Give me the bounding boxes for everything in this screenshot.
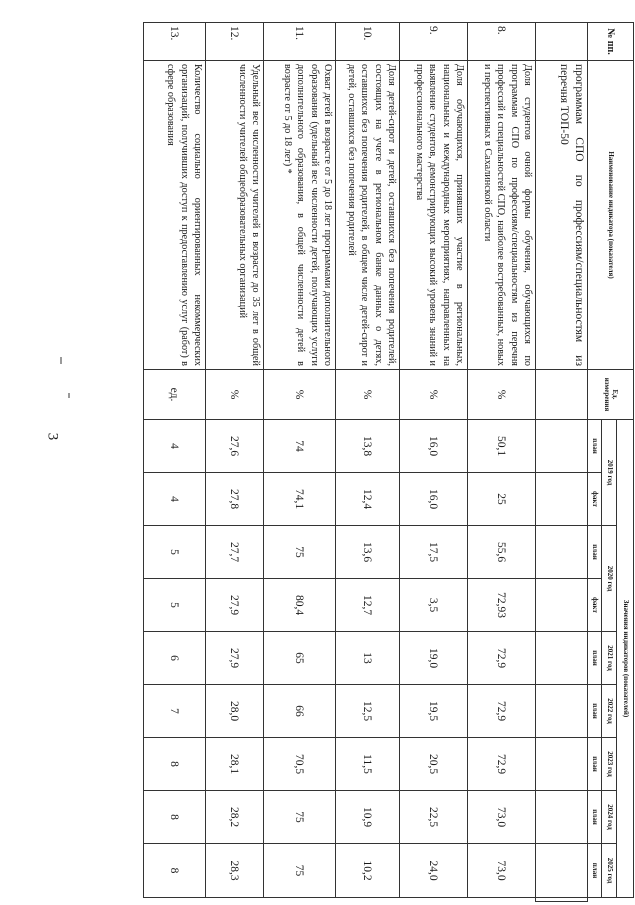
indicators-table [143, 22, 634, 902]
value-cell: 5 [144, 579, 206, 632]
table-row [264, 23, 336, 902]
unit-cell: % [264, 370, 336, 420]
sub-header-plan: план [588, 420, 602, 473]
col-header-num: № пп. [588, 23, 634, 61]
continuation-text: программам СПО по профессиям/специальностям из перечня ТОП-50 [536, 61, 588, 370]
value-cell: 13,8 [336, 420, 400, 473]
page-number: 3 [44, 432, 61, 441]
table-row [400, 23, 468, 902]
value-cell: 13,6 [336, 526, 400, 579]
value-cell: 4 [144, 473, 206, 526]
value-cell: 12,7 [336, 579, 400, 632]
value-cell: 12,5 [336, 685, 400, 738]
value-cell: 19,0 [400, 632, 468, 685]
table-row [206, 23, 264, 902]
sub-header-plan: план [588, 738, 602, 791]
value-cell: 28,1 [206, 738, 264, 791]
rotated-page [159, 22, 634, 902]
row-number: 9. [400, 23, 468, 61]
value-cell: 17,5 [400, 526, 468, 579]
continuation-num [536, 23, 588, 61]
value-cell: 72,9 [468, 632, 536, 685]
value-cell: 6 [144, 632, 206, 685]
year-2019: 2019 год [602, 420, 617, 526]
indicator-name: Доля обучающихся, принявших участие в региональных, национальных и международных мероприятиях, направленных на выявление студентов, демонстрирующих высокий уровень знаний и профессионального мастерства [400, 61, 468, 370]
indicator-name: Охват детей в возрасте от 5 до 18 лет программами дополнительного образования (удельный вес численности детей, получающих услуги дополнительного образования, в общей численности детей в возрасте от 5 до 18 лет) * [264, 61, 336, 370]
indicator-name: Удельный вес численности учителей в возрасте до 35 лет в общей численности учителей общеобразовательных организаций [206, 61, 264, 370]
value-cell: 11,5 [336, 738, 400, 791]
value-cell: 73,0 [468, 844, 536, 898]
col-header-name: Наименование индикатора (показателя) [588, 61, 634, 370]
sub-header-plan: план [588, 685, 602, 738]
value-cell: 80,4 [264, 579, 336, 632]
unit-cell: % [468, 370, 536, 420]
col-header-unit: Ед. измерения [588, 370, 634, 420]
indicator-name: Количество социально ориентированных некоммерческих организаций, получивших доступ к предоставлению услуг (работ) в сфере образования [144, 61, 206, 370]
sub-header-fact: факт [588, 473, 602, 526]
value-cell: 19,5 [400, 685, 468, 738]
year-2025: 2025 год [602, 844, 617, 898]
value-cell: 12,4 [336, 473, 400, 526]
table-row [336, 23, 400, 902]
value-cell: 3,5 [400, 579, 468, 632]
scan-artifact [68, 393, 70, 398]
value-cell: 28,0 [206, 685, 264, 738]
col-header-values: Значения индикаторов (показателей) [617, 420, 634, 898]
table-row [144, 23, 206, 902]
unit-cell: % [336, 370, 400, 420]
row-number: 12. [206, 23, 264, 61]
value-cell: 8 [144, 844, 206, 898]
value-cell: 70,5 [264, 738, 336, 791]
indicator-name: Доля детей-сирот и детей, оставшихся без попечения родителей, состоящих на учете в региональном банке данных о детях, оставшихся без попечения родителей, в общем числе детей-сирот и детей, оставшихся без попечения родителей [336, 61, 400, 370]
row-number: 8. [468, 23, 536, 61]
value-cell: 27,9 [206, 579, 264, 632]
value-cell: 8 [144, 791, 206, 844]
value-cell: 25 [468, 473, 536, 526]
value-cell: 65 [264, 632, 336, 685]
value-cell: 16,0 [400, 473, 468, 526]
value-cell: 28,2 [206, 791, 264, 844]
value-cell: 72,9 [468, 685, 536, 738]
value-cell: 4 [144, 420, 206, 473]
value-cell: 20,5 [400, 738, 468, 791]
value-cell: 66 [264, 685, 336, 738]
value-cell: 72,93 [468, 579, 536, 632]
row-number: 11. [264, 23, 336, 61]
row-number: 10. [336, 23, 400, 61]
year-2021: 2021 год [602, 632, 617, 685]
year-2022: 2022 год [602, 685, 617, 738]
sub-header-plan: план [588, 791, 602, 844]
value-cell: 5 [144, 526, 206, 579]
year-2024: 2024 год [602, 791, 617, 844]
value-cell: 16,0 [400, 420, 468, 473]
value-cell: 8 [144, 738, 206, 791]
unit-cell: % [206, 370, 264, 420]
unit-cell: % [400, 370, 468, 420]
value-cell: 28,3 [206, 844, 264, 898]
value-cell: 27,6 [206, 420, 264, 473]
value-cell: 27,9 [206, 632, 264, 685]
value-cell: 24,0 [400, 844, 468, 898]
value-cell: 27,7 [206, 526, 264, 579]
value-cell: 74 [264, 420, 336, 473]
scan-artifact [60, 357, 62, 364]
value-cell: 75 [264, 526, 336, 579]
value-cell: 75 [264, 791, 336, 844]
indicator-name: Доля студентов очной формы обучения, обучающихся по программам СПО по профессиям/специальностям из перечня профессий и специальностей СПО, наиболее востребованных, новых и перспективных в Сахалинской области [468, 61, 536, 370]
value-cell: 22,5 [400, 791, 468, 844]
value-cell: 55,6 [468, 526, 536, 579]
value-cell: 10,9 [336, 791, 400, 844]
value-cell: 72,9 [468, 738, 536, 791]
sub-header-plan: план [588, 632, 602, 685]
sub-header-plan: план [588, 844, 602, 898]
row-number: 13. [144, 23, 206, 61]
value-cell: 74,1 [264, 473, 336, 526]
value-cell: 27,8 [206, 473, 264, 526]
year-2023: 2023 год [602, 738, 617, 791]
unit-cell: ед. [144, 370, 206, 420]
value-cell: 10,2 [336, 844, 400, 898]
sub-header-plan: план [588, 526, 602, 579]
year-2020: 2020 год [602, 526, 617, 632]
value-cell: 73,0 [468, 791, 536, 844]
value-cell: 50,1 [468, 420, 536, 473]
table-row [468, 23, 536, 902]
value-cell: 13 [336, 632, 400, 685]
value-cell: 7 [144, 685, 206, 738]
value-cell: 75 [264, 844, 336, 898]
sub-header-fact: факт [588, 579, 602, 632]
